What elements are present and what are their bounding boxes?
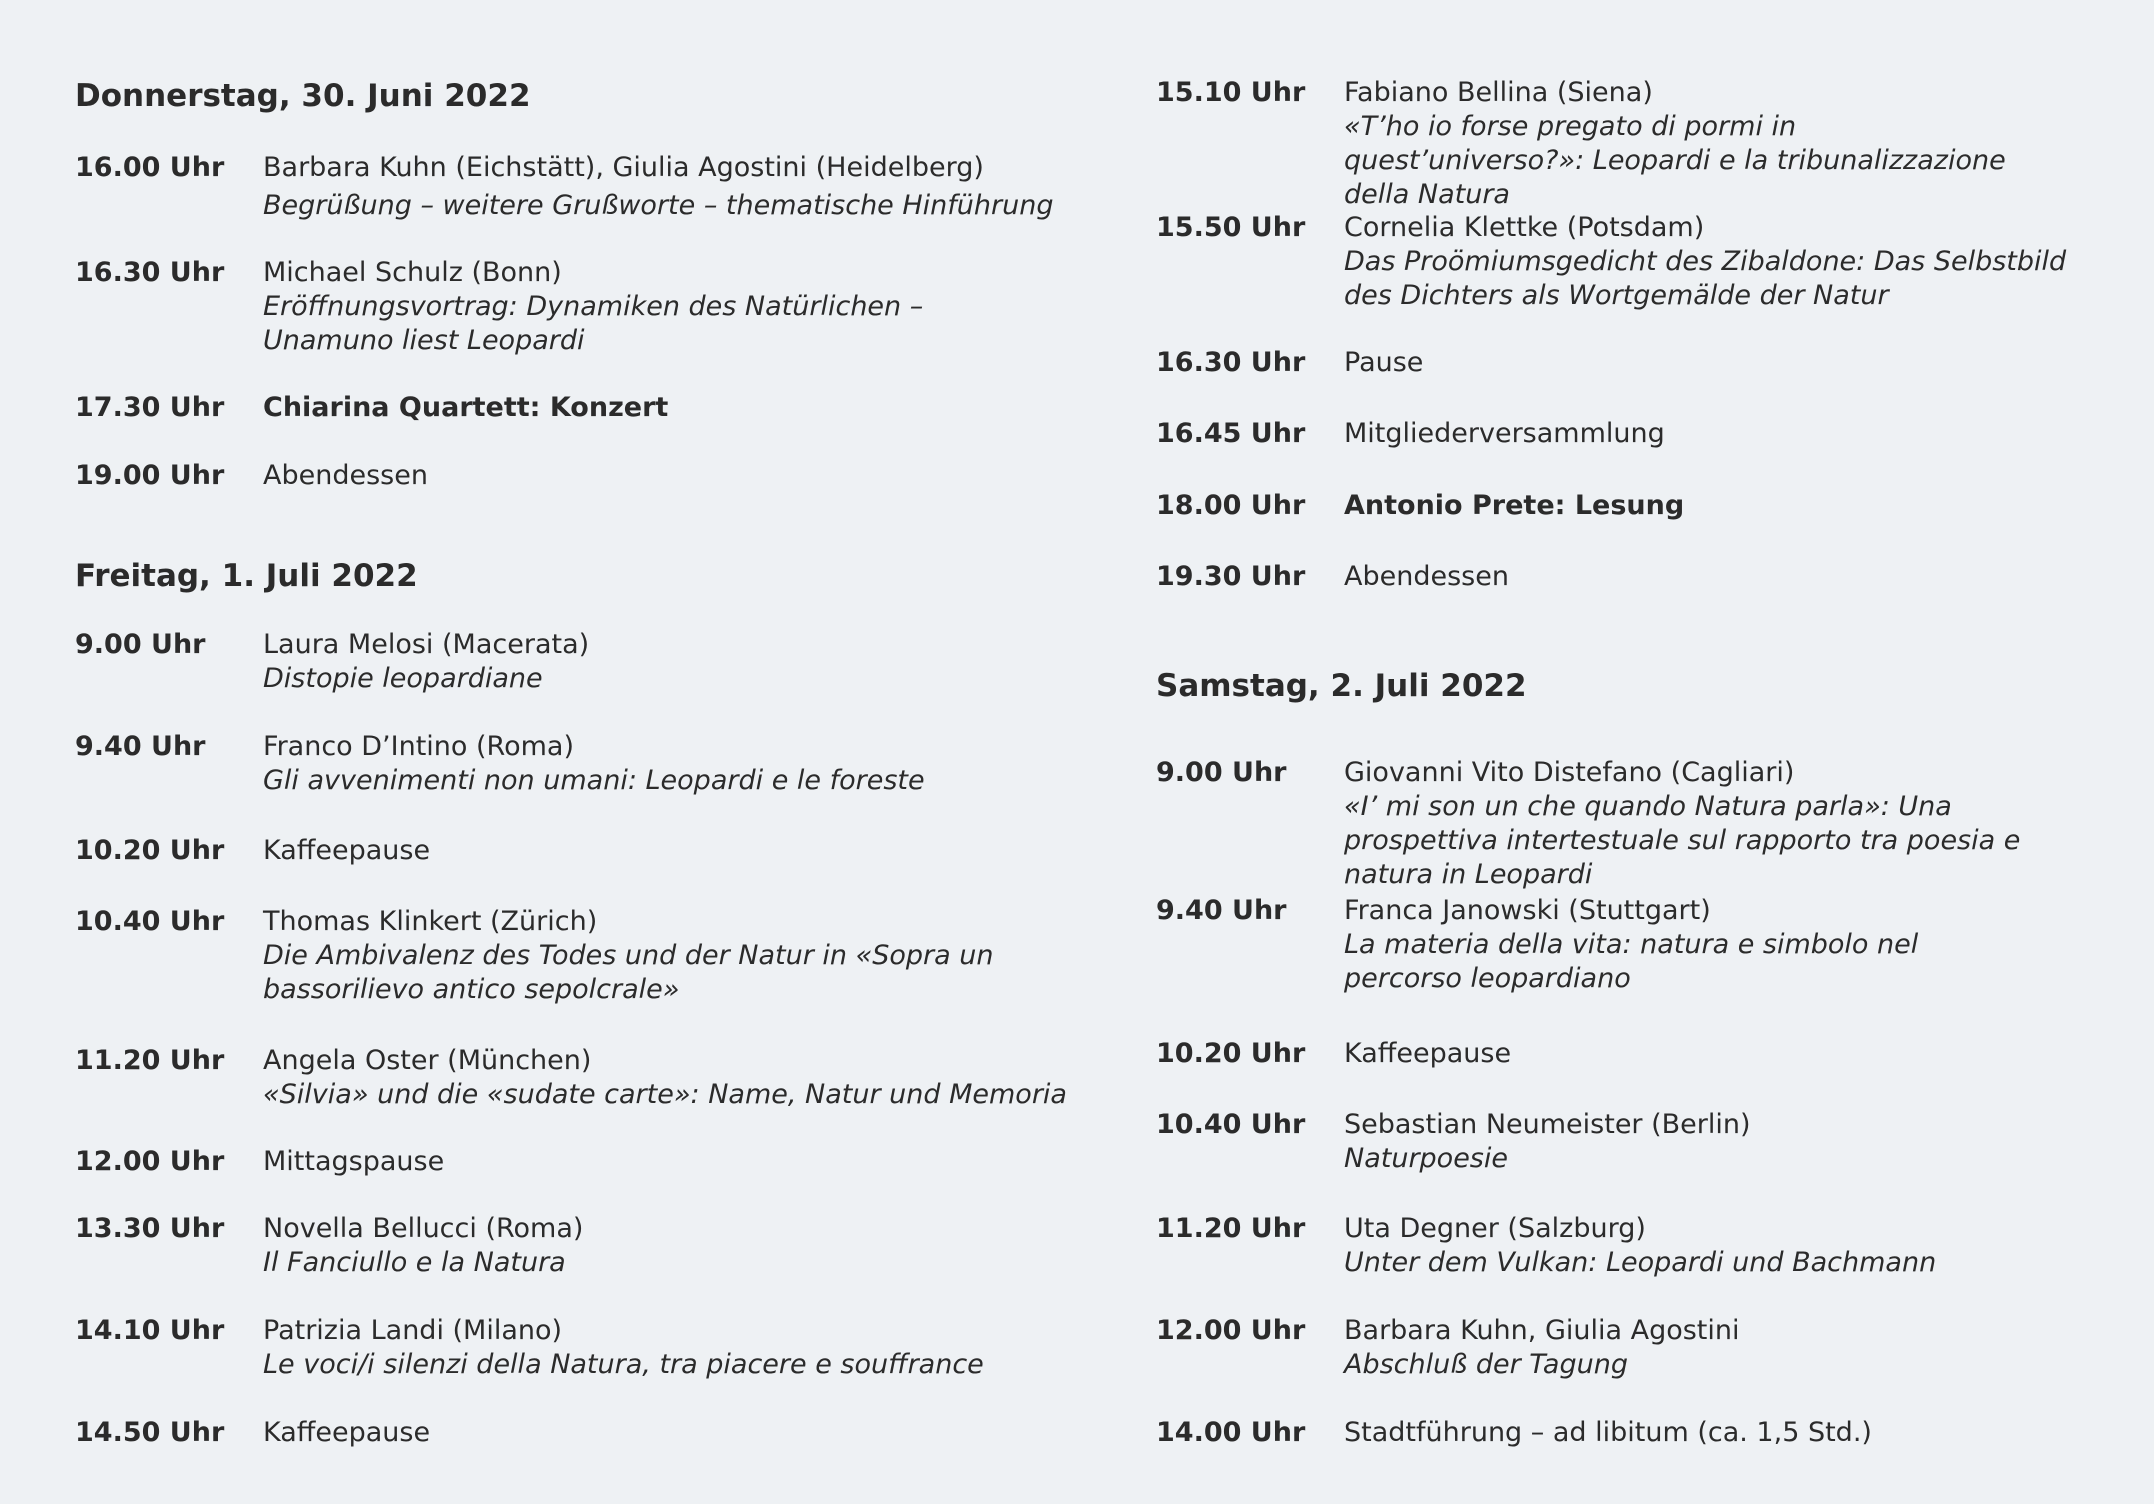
entry-time: 9.00 Uhr (75, 629, 206, 660)
entry-content (1344, 756, 2116, 892)
entry-time: 15.10 Uhr (1156, 77, 1306, 108)
entry-content (263, 1145, 1075, 1179)
entry-content (263, 459, 1075, 493)
entry-speaker: Fabiano Bellina (Siena) (1344, 77, 1653, 108)
entry-time: 12.00 Uhr (75, 1146, 225, 1177)
entry-speaker: Sebastian Neumeister (Berlin) (1344, 1109, 1751, 1140)
entry-time: 9.40 Uhr (1156, 895, 1287, 926)
entry-time: 14.50 Uhr (75, 1417, 225, 1448)
entry-time: 16.00 Uhr (75, 152, 225, 183)
entry-content (1344, 211, 2116, 313)
entry-speaker: Abendessen (1344, 561, 1509, 592)
entry-speaker: Pause (1344, 347, 1424, 378)
entry-title: «T’ho io forse pregato di pormi in quest’universo?»: Leopardi e la tribunalizzazione della Natura (1344, 111, 2006, 210)
entry-speaker: Barbara Kuhn (Eichstätt), Giulia Agostini (Heidelberg) (263, 152, 984, 183)
entry-speaker: Laura Melosi (Macerata) (263, 629, 590, 660)
entry-speaker: Kaffeepause (263, 1417, 431, 1448)
entry-content (1344, 1416, 2116, 1450)
entry-time: 12.00 Uhr (1156, 1315, 1306, 1346)
entry-content (263, 391, 1075, 425)
entry-title: Eröffnungsvortrag: Dynamiken des Natürlichen – Unamuno liest Leopardi (263, 291, 924, 356)
entry-time: 19.00 Uhr (75, 460, 225, 491)
entry-speaker: Franca Janowski (Stuttgart) (1344, 895, 1711, 926)
entry-title: Le voci/i silenzi della Natura, tra piacere e souffrance (263, 1349, 984, 1380)
entry-title: Naturpoesie (1344, 1143, 1508, 1174)
entry-time: 9.40 Uhr (75, 731, 206, 762)
entry-speaker: Barbara Kuhn, Giulia Agostini (1344, 1315, 1740, 1346)
entry-time: 18.00 Uhr (1156, 490, 1306, 521)
entry-content (263, 1044, 1075, 1112)
entry-content (1344, 1108, 2116, 1176)
entry-content (263, 256, 1075, 358)
entry-speaker: Franco D’Intino (Roma) (263, 731, 575, 762)
entry-time: 9.00 Uhr (1156, 757, 1287, 788)
entry-title: «Silvia» und die «sudate carte»: Name, Natur und Memoria (263, 1079, 1067, 1110)
entry-content (263, 1212, 1075, 1280)
entry-title: Das Proömiumsgedicht des Zibaldone: Das Selbstbild des Dichters als Wortgemälde der Natur (1344, 246, 2067, 311)
entry-time: 11.20 Uhr (1156, 1213, 1306, 1244)
entry-title: La materia della vita: natura e simbolo nel percorso leopardiano (1344, 929, 1919, 994)
entry-speaker: Michael Schulz (Bonn) (263, 257, 562, 288)
entry-title: Die Ambivalenz des Todes und der Natur in «Sopra un bassorilievo antico sepolcrale» (263, 940, 994, 1005)
entry-time: 14.10 Uhr (75, 1315, 225, 1346)
entry-title: Gli avvenimenti non umani: Leopardi e le foreste (263, 765, 925, 796)
entry-time: 11.20 Uhr (75, 1045, 225, 1076)
entry-content (263, 730, 1075, 798)
entry-time: 13.30 Uhr (75, 1213, 225, 1244)
entry-content (1344, 417, 2116, 451)
entry-time: 16.45 Uhr (1156, 418, 1306, 449)
entry-content (1344, 1212, 2116, 1280)
entry-content (263, 151, 1075, 223)
entry-content (263, 1314, 1075, 1382)
entry-time: 10.40 Uhr (1156, 1109, 1306, 1140)
day-heading-saturday: Samstag, 2. Juli 2022 (1156, 668, 1527, 704)
entry-time: 10.20 Uhr (75, 835, 225, 866)
entry-content (1344, 894, 2116, 996)
entry-time: 10.20 Uhr (1156, 1038, 1306, 1069)
entry-time: 14.00 Uhr (1156, 1417, 1306, 1448)
entry-speaker: Abendessen (263, 460, 428, 491)
entry-speaker: Kaffeepause (263, 835, 431, 866)
entry-time: 16.30 Uhr (75, 257, 225, 288)
entry-content (1344, 560, 2116, 594)
entry-content (263, 628, 1075, 696)
entry-title: Distopie leopardiane (263, 663, 543, 694)
entry-speaker: Kaffeepause (1344, 1038, 1512, 1069)
day-heading-thursday: Donnerstag, 30. Juni 2022 (75, 78, 531, 114)
entry-title: Unter dem Vulkan: Leopardi und Bachmann (1344, 1247, 1937, 1278)
entry-time: 15.50 Uhr (1156, 212, 1306, 243)
entry-content (1344, 489, 2116, 523)
entry-time: 19.30 Uhr (1156, 561, 1306, 592)
day-heading-friday: Freitag, 1. Juli 2022 (75, 558, 418, 594)
entry-speaker: Thomas Klinkert (Zürich) (263, 906, 598, 937)
entry-speaker: Antonio Prete: Lesung (1344, 490, 1685, 521)
entry-speaker: Mittagspause (263, 1146, 445, 1177)
entry-title: «I’ mi son un che quando Natura parla»: Una prospettiva intertestuale sul rapporto tra poesia e natura in Leopardi (1344, 791, 2021, 890)
entry-title: Abschluß der Tagung (1344, 1349, 1628, 1380)
entry-speaker: Uta Degner (Salzburg) (1344, 1213, 1646, 1244)
entry-content (263, 905, 1075, 1007)
entry-title: Begrüßung – weitere Grußworte – thematische Hinführung (263, 190, 1054, 221)
entry-speaker: Novella Bellucci (Roma) (263, 1213, 584, 1244)
entry-speaker: Patrizia Landi (Milano) (263, 1315, 563, 1346)
entry-title: Il Fanciullo e la Natura (263, 1247, 566, 1278)
entry-speaker: Chiarina Quartett: Konzert (263, 392, 669, 423)
entry-time: 17.30 Uhr (75, 392, 225, 423)
entry-speaker: Mitgliederversammlung (1344, 418, 1665, 449)
entry-content (1344, 76, 2116, 212)
entry-speaker: Angela Oster (München) (263, 1045, 592, 1076)
entry-content (1344, 1037, 2116, 1071)
entry-content (1344, 1314, 2116, 1382)
entry-speaker: Cornelia Klettke (Potsdam) (1344, 212, 1705, 243)
entry-time: 10.40 Uhr (75, 906, 225, 937)
entry-content (263, 834, 1075, 868)
entry-speaker: Giovanni Vito Distefano (Cagliari) (1344, 757, 1795, 788)
entry-content (263, 1416, 1075, 1450)
entry-time: 16.30 Uhr (1156, 347, 1306, 378)
entry-content (1344, 346, 2116, 380)
entry-speaker: Stadtführung – ad libitum (ca. 1,5 Std.) (1344, 1417, 1872, 1448)
